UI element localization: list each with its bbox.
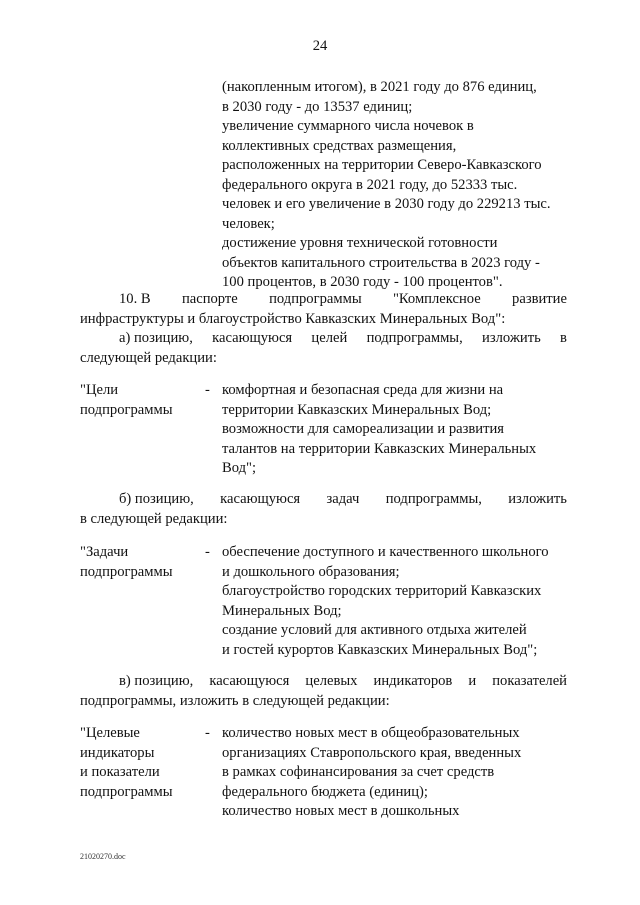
text-line: 100 процентов, в 2030 году - 100 процентов". bbox=[222, 274, 503, 290]
text-line: увеличение суммарного числа ночевок в bbox=[222, 118, 474, 134]
word: целевых bbox=[305, 673, 358, 689]
word: изложить bbox=[482, 330, 541, 346]
indicators-label: индикаторы bbox=[80, 744, 155, 761]
indicators-dash: - bbox=[205, 725, 210, 741]
word: показателей bbox=[492, 673, 567, 689]
item-c-line1 bbox=[119, 672, 567, 692]
word: касающуюся bbox=[209, 673, 290, 689]
word: подпрограммы, bbox=[366, 330, 463, 346]
indicators-value: федерального бюджета (единиц); bbox=[222, 783, 428, 800]
item-c-line2: подпрограммы, изложить в следующей редакции: bbox=[80, 692, 390, 709]
item-b-line1 bbox=[119, 490, 567, 510]
word: касающуюся bbox=[220, 491, 301, 507]
goals-value: талантов на территории Кавказских Минеральных bbox=[222, 440, 537, 457]
goals-value: комфортная и безопасная среда для жизни на bbox=[222, 382, 504, 398]
word: развитие bbox=[512, 291, 567, 307]
goals-value: Вод"; bbox=[222, 460, 257, 476]
indicators-label: и показатели bbox=[80, 764, 160, 780]
paragraph-10-line2: инфраструктуры и благоустройство Кавказских Минеральных Вод": bbox=[80, 310, 506, 327]
tasks-dash: - bbox=[205, 544, 210, 560]
paragraph-10-line1 bbox=[119, 290, 567, 310]
word: целей bbox=[311, 330, 348, 346]
text-line: человек и его увеличение в 2030 году до 229213 тыс. bbox=[222, 196, 551, 212]
text-line: объектов капитального строительства в 2023 году - bbox=[222, 254, 540, 271]
word: а) позицию, bbox=[119, 330, 193, 346]
goals-label: подпрограммы bbox=[80, 401, 173, 418]
text-line: коллективных средствах размещения, bbox=[222, 137, 457, 154]
word: изложить bbox=[508, 491, 567, 507]
text-line: человек; bbox=[222, 215, 275, 232]
text-line: расположенных на территории Северо-Кавказского bbox=[222, 157, 542, 173]
word: в) позицию, bbox=[119, 673, 194, 689]
goals-value: возможности для самореализации и развития bbox=[222, 421, 504, 437]
indicators-value: количество новых мест в дошкольных bbox=[222, 803, 460, 819]
word: подпрограммы, bbox=[385, 491, 482, 507]
word: в bbox=[560, 330, 567, 346]
text-line: в 2030 году - до 13537 единиц; bbox=[222, 98, 413, 115]
word: б) позицию, bbox=[119, 491, 194, 507]
tasks-value: благоустройство городских территорий Кавказских bbox=[222, 583, 542, 599]
word: индикаторов bbox=[373, 673, 453, 689]
text-line: достижение уровня технической готовности bbox=[222, 235, 498, 251]
footer-filename: 21020270.doc bbox=[80, 852, 126, 861]
tasks-label: подпрограммы bbox=[80, 563, 173, 580]
tasks-value: Минеральных Вод; bbox=[222, 602, 342, 619]
word: 10. В bbox=[119, 291, 151, 307]
word: задач bbox=[326, 491, 360, 507]
text-line: федерального округа в 2021 году, до 52333 тыс. bbox=[222, 176, 518, 193]
indicators-label: подпрограммы bbox=[80, 783, 173, 800]
page-number: 24 bbox=[312, 38, 328, 54]
word: паспорте bbox=[181, 291, 238, 307]
indicators-value: в рамках софинансирования за счет средств bbox=[222, 764, 495, 780]
goals-label: "Цели bbox=[80, 382, 119, 398]
word: подпрограммы bbox=[269, 291, 362, 307]
item-a-line2: следующей редакции: bbox=[80, 349, 217, 366]
item-b-line2: в следующей редакции: bbox=[80, 510, 228, 527]
item-a-line1 bbox=[119, 329, 567, 349]
word: касающуюся bbox=[212, 330, 293, 346]
tasks-value: и дошкольного образования; bbox=[222, 563, 400, 580]
tasks-value: создание условий для активного отдыха жителей bbox=[222, 622, 527, 638]
tasks-value: обеспечение доступного и качественного школьного bbox=[222, 544, 549, 560]
goals-value: территории Кавказских Минеральных Вод; bbox=[222, 401, 492, 418]
indicators-label: "Целевые bbox=[80, 725, 140, 741]
indicators-value: организациях Ставропольского края, введенных bbox=[222, 744, 522, 761]
word: "Комплексное bbox=[392, 291, 481, 307]
tasks-value: и гостей курортов Кавказских Минеральных Вод"; bbox=[222, 641, 538, 658]
indicators-value: количество новых мест в общеобразовательных bbox=[222, 725, 520, 741]
goals-dash: - bbox=[205, 382, 210, 398]
word: и bbox=[468, 673, 477, 689]
tasks-label: "Задачи bbox=[80, 544, 129, 560]
text-line: (накопленным итогом), в 2021 году до 876 единиц, bbox=[222, 79, 537, 95]
